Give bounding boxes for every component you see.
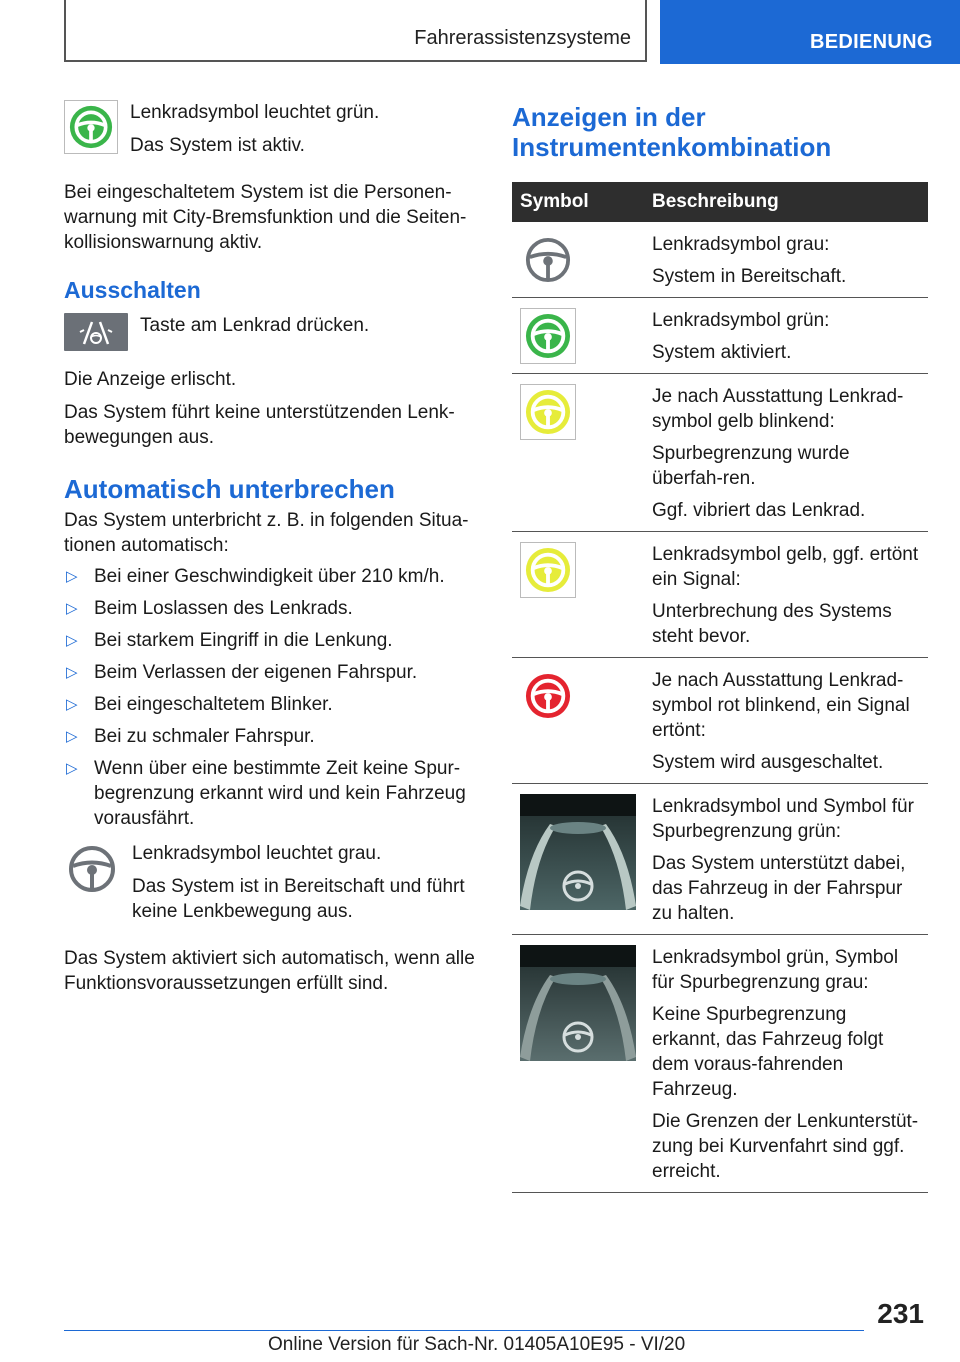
header-section-title: Fahrerassistenzsysteme — [64, 0, 647, 62]
row-line: Je nach Ausstattung Lenkrad-symbol rot blinkend, ein Signal ertönt: — [652, 670, 910, 741]
list-item: ▷ Wenn über eine bestimmte Zeit keine Spur-begrenzung erkannt wird und kein Fahrzeug vorausfährt. — [66, 758, 466, 829]
table-row — [512, 222, 928, 298]
steering-wheel-red-icon — [520, 668, 576, 724]
list-item: ▷ Bei eingeschaltetem Blinker. — [66, 694, 333, 715]
lane-display-green-icon — [520, 794, 636, 910]
header-chapter-tab: BEDIENUNG — [660, 0, 960, 64]
list-item: ▷ Bei starkem Eingriff in die Lenkung. — [66, 630, 393, 651]
bullet-marker-icon: ▷ — [66, 760, 78, 777]
grey-line-1: Lenkradsymbol leuchtet grau. — [132, 843, 382, 864]
steering-wheel-grey-icon — [520, 232, 576, 288]
list-item: ▷ Beim Verlassen der eigenen Fahrspur. — [66, 662, 418, 683]
heading-automatisch-unterbrechen: Automatisch unterbrechen — [64, 474, 395, 504]
left-column — [64, 100, 478, 996]
steering-wheel-yellow-icon — [520, 542, 576, 598]
row-line: Unterbrechung des Systems steht bevor. — [652, 601, 892, 647]
row-line: Je nach Ausstattung Lenkrad-symbol gelb blinkend: — [652, 386, 904, 432]
heading-ausschalten: Ausschalten — [64, 277, 201, 303]
green-status-row — [64, 100, 478, 166]
grey-line-2: Das System ist in Bereitschaft und führt keine Lenkbewegung aus. — [132, 876, 465, 922]
list-item: ▷ Bei zu schmaler Fahrspur. — [66, 726, 315, 747]
table-row — [512, 532, 928, 658]
table-row — [512, 658, 928, 784]
button-row — [64, 313, 478, 351]
grey-status-row — [64, 841, 478, 932]
steering-wheel-green-icon — [520, 308, 576, 364]
steering-wheel-yellow-icon — [520, 384, 576, 440]
row-line: Das System unterstützt dabei, das Fahrzeug in der Fahrspur zu halten. — [652, 853, 906, 924]
row-line: Die Grenzen der Lenkunterstüt-zung bei Kurvenfahrt sind ggf. erreicht. — [652, 1111, 919, 1182]
list-item: ▷ Beim Loslassen des Lenkrads. — [66, 598, 353, 619]
row-line: Keine Spurbegrenzung erkannt, das Fahrzeug folgt dem voraus-fahrenden Fahrzeug. — [652, 1004, 884, 1100]
page-number: 231 — [877, 1298, 924, 1329]
table-row — [512, 935, 928, 1193]
row-line: System aktiviert. — [652, 342, 792, 363]
row-line: Lenkradsymbol grün, Symbol für Spurbegrenzung grau: — [652, 947, 899, 993]
heading-anzeigen: Anzeigen in der Instrumentenkombination — [512, 102, 832, 162]
bullet-marker-icon: ▷ — [66, 696, 78, 713]
lane-display-grey-icon — [520, 945, 636, 1061]
row-line: Spurbegrenzung wurde überfah-ren. — [652, 443, 850, 489]
table-row — [512, 784, 928, 935]
table-row — [512, 298, 928, 374]
para-anzeige-erlischt: Die Anzeige erlischt. — [64, 369, 237, 390]
right-column — [512, 102, 928, 1193]
bullet-marker-icon: ▷ — [66, 728, 78, 745]
col-header-description: Beschreibung — [644, 182, 928, 222]
steering-wheel-green-icon — [64, 100, 118, 154]
list-item: ▷ Bei einer Geschwindigkeit über 210 km/h. — [66, 566, 445, 587]
bullet-marker-icon: ▷ — [66, 568, 78, 585]
row-line: Lenkradsymbol gelb, ggf. ertönt ein Signal: — [652, 544, 919, 590]
footer-online-version: Online Version für Sach-Nr. 01405A10E95 - VI/20 — [268, 1334, 686, 1355]
row-line: Ggf. vibriert das Lenkrad. — [652, 500, 866, 521]
row-line: Lenkradsymbol und Symbol für Spurbegrenzung grün: — [652, 796, 914, 842]
lane-assist-button-icon — [64, 313, 128, 351]
row-line: System wird ausgeschaltet. — [652, 752, 884, 773]
auto-intro: Das System unterbricht z. B. in folgenden Situa-tionen automatisch: — [64, 510, 469, 556]
table-row — [512, 374, 928, 532]
row-line: Lenkradsymbol grün: — [652, 310, 830, 331]
bullet-marker-icon: ▷ — [66, 600, 78, 617]
col-header-symbol: Symbol — [512, 182, 644, 222]
footer-divider — [64, 1330, 864, 1331]
bullet-marker-icon: ▷ — [66, 632, 78, 649]
symbol-table — [512, 182, 928, 1193]
steering-wheel-grey-icon — [64, 841, 120, 897]
bullet-marker-icon: ▷ — [66, 664, 78, 681]
para-closing: Das System aktiviert sich automatisch, wenn alle Funktionsvoraussetzungen erfüllt sind. — [64, 948, 475, 994]
row-line: System in Bereitschaft. — [652, 266, 847, 287]
intro-line-2: Das System ist aktiv. — [130, 135, 305, 156]
interrupt-list — [64, 564, 478, 831]
button-instruction: Taste am Lenkrad drücken. — [140, 315, 370, 336]
intro-line-1: Lenkradsymbol leuchtet grün. — [130, 102, 380, 123]
row-line: Lenkradsymbol grau: — [652, 234, 830, 255]
para-keine-lenkbewegungen: Das System führt keine unterstützenden Lenk-bewegungen aus. — [64, 402, 455, 448]
para-personenwarnung: Bei eingeschaltetem System ist die Personen-warnung mit City-Bremsfunktion und die Seiten-kollisionswarnung aktiv. — [64, 182, 467, 253]
